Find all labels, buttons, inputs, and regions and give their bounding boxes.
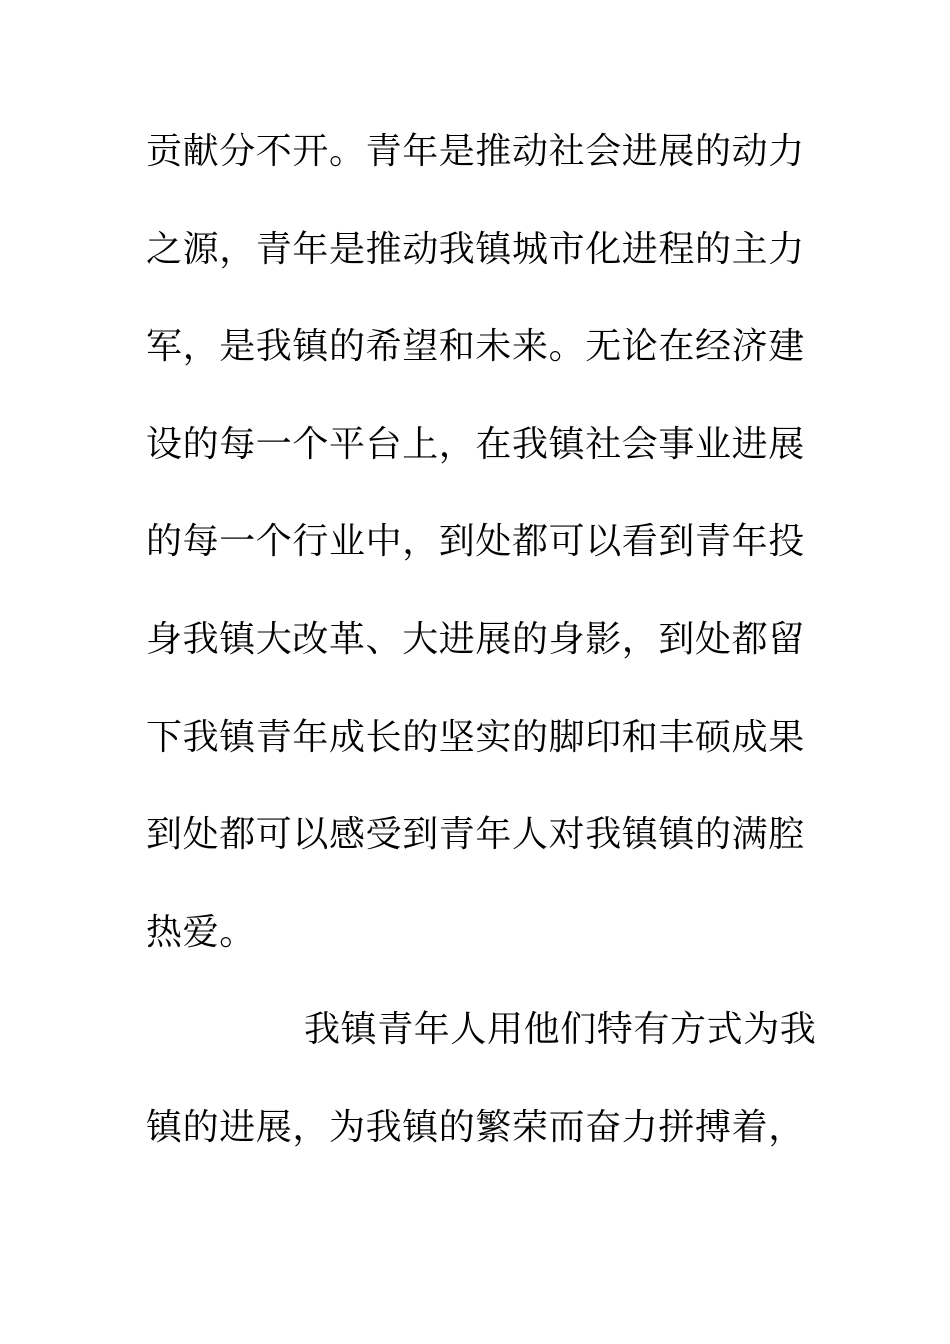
text-line: 军，是我镇的希望和未来。无论在经济建 bbox=[146, 326, 805, 368]
text-line: 之源，青年是推动我镇城市化进程的主力 bbox=[146, 228, 805, 270]
text-line: 到处都可以感受到青年人对我镇镇的满腔 bbox=[146, 814, 805, 856]
text-line: 热爱。 bbox=[146, 911, 256, 953]
paragraph-start-line: 我镇青年人用他们特有方式为我 bbox=[304, 1009, 817, 1051]
body-text bbox=[146, 120, 817, 1194]
text-line: 下我镇青年成长的坚实的脚印和丰硕成果 bbox=[146, 716, 805, 758]
text-line: 身我镇大改革、大进展的身影，到处都留 bbox=[146, 618, 805, 660]
text-line: 贡献分不开。青年是推动社会进展的动力 bbox=[146, 131, 805, 172]
text-line: 的每一个行业中，到处都可以看到青年投 bbox=[146, 521, 805, 563]
text-line: 镇的进展，为我镇的繁荣而奋力拼搏着， bbox=[146, 1106, 805, 1148]
text-line: 设的每一个平台上，在我镇社会事业进展 bbox=[146, 423, 805, 465]
